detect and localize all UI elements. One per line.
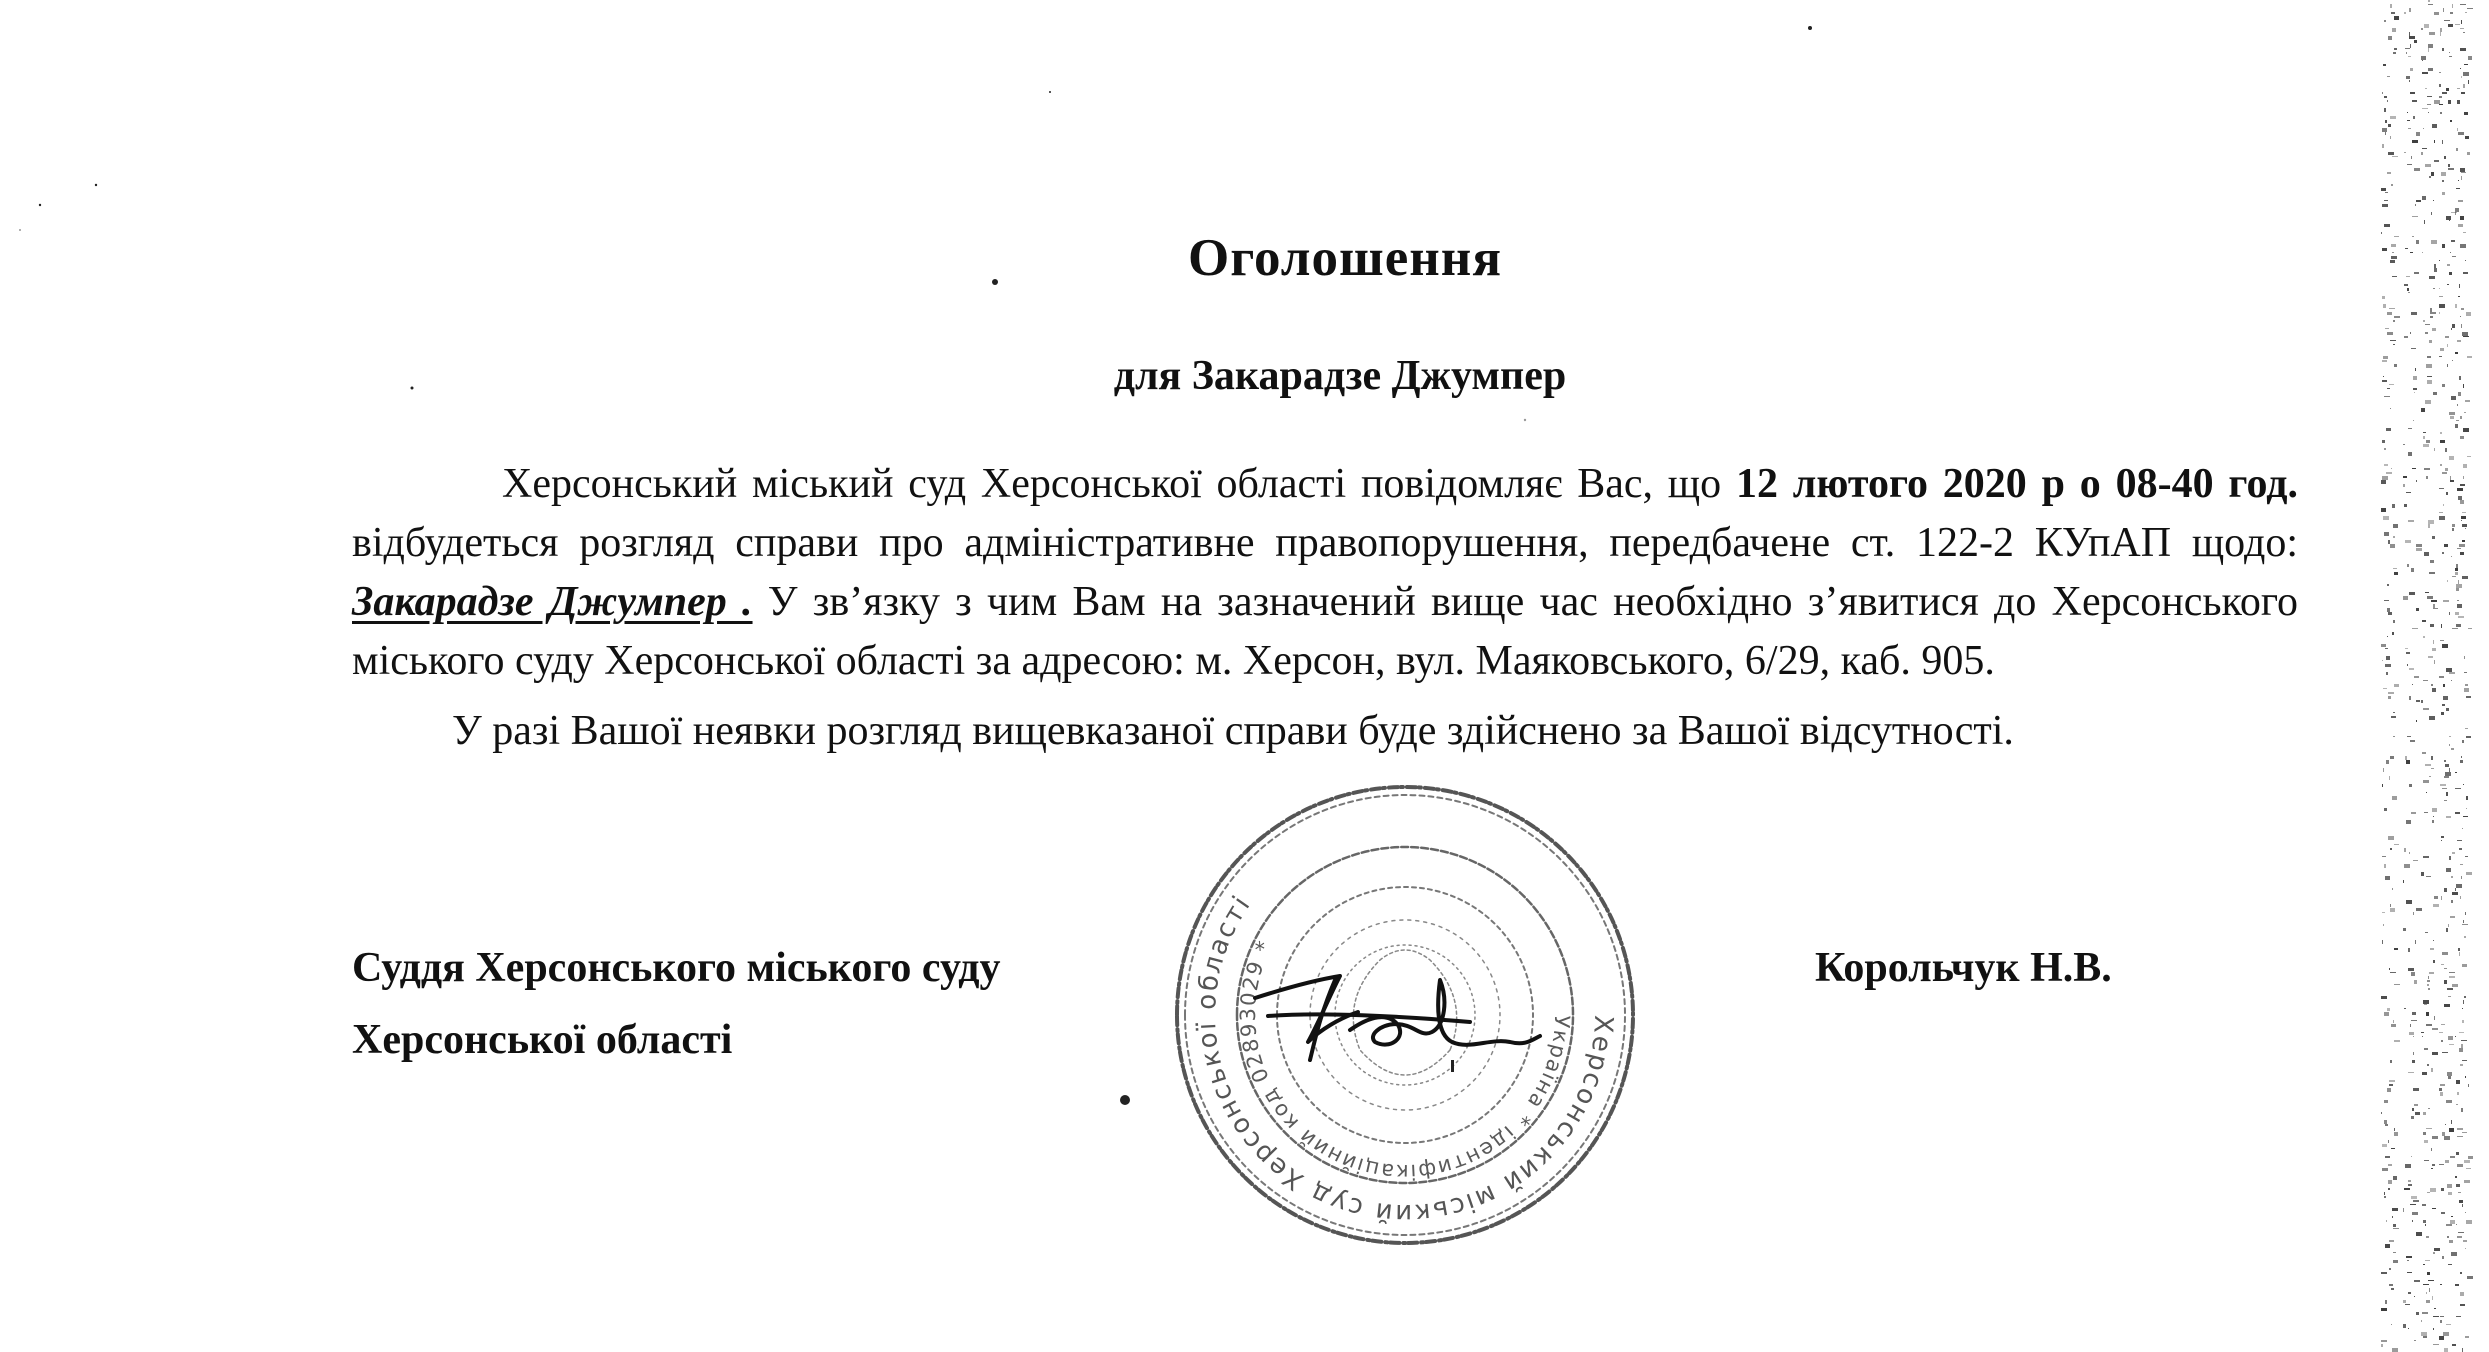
judge-signature [1255,976,1540,1060]
document-title: Оголошення [1187,229,1503,287]
court-seal-stamp [1170,780,1640,1250]
document-body [352,455,2298,771]
scan-edge-noise [2350,0,2489,1352]
judge-title [352,932,1001,1076]
paragraph1-part1: Херсонський міський суд Херсонської області повідомляє Вас, що [502,461,1736,507]
paragraph1-part2: відбудеться розгляд справи про адміністративне правопорушення, передбачене ст. 122-2 КУпАП щодо: [352,520,2298,566]
paragraph-absence-notice: У разі Вашої неявки розгляд вищевказаної справи буде здійснено за Вашої відсутності. [452,708,2014,754]
seal-inner-text: Україна * ідентифікаційний код 02893029 * [1235,936,1575,1185]
defendant-name: Закарадзе Джумпер . [352,579,753,625]
judge-name: Корольчук Н.В. [1815,945,2112,991]
paragraph1-part3: У зв’язку з чим Вам на зазначений вище час необхідно з’явитися до Херсонського міського суду Херсонської області за адресою: м. Херсон, вул. Маяковського, 6/29, каб. 905. [352,579,2298,684]
seal-outer-text: Херсонський міський суд Херсонської області [1191,889,1619,1229]
judge-title-line1: Суддя Херсонського міського суду [352,945,1001,991]
addressee-line: для Закарадзе Джумпер [1113,353,1567,399]
hearing-date: 12 лютого 2020 р о 08-40 год. [1735,461,2298,507]
judge-title-line2: Херсонської області [352,1017,733,1063]
paragraph-hearing-notice [352,455,2298,691]
